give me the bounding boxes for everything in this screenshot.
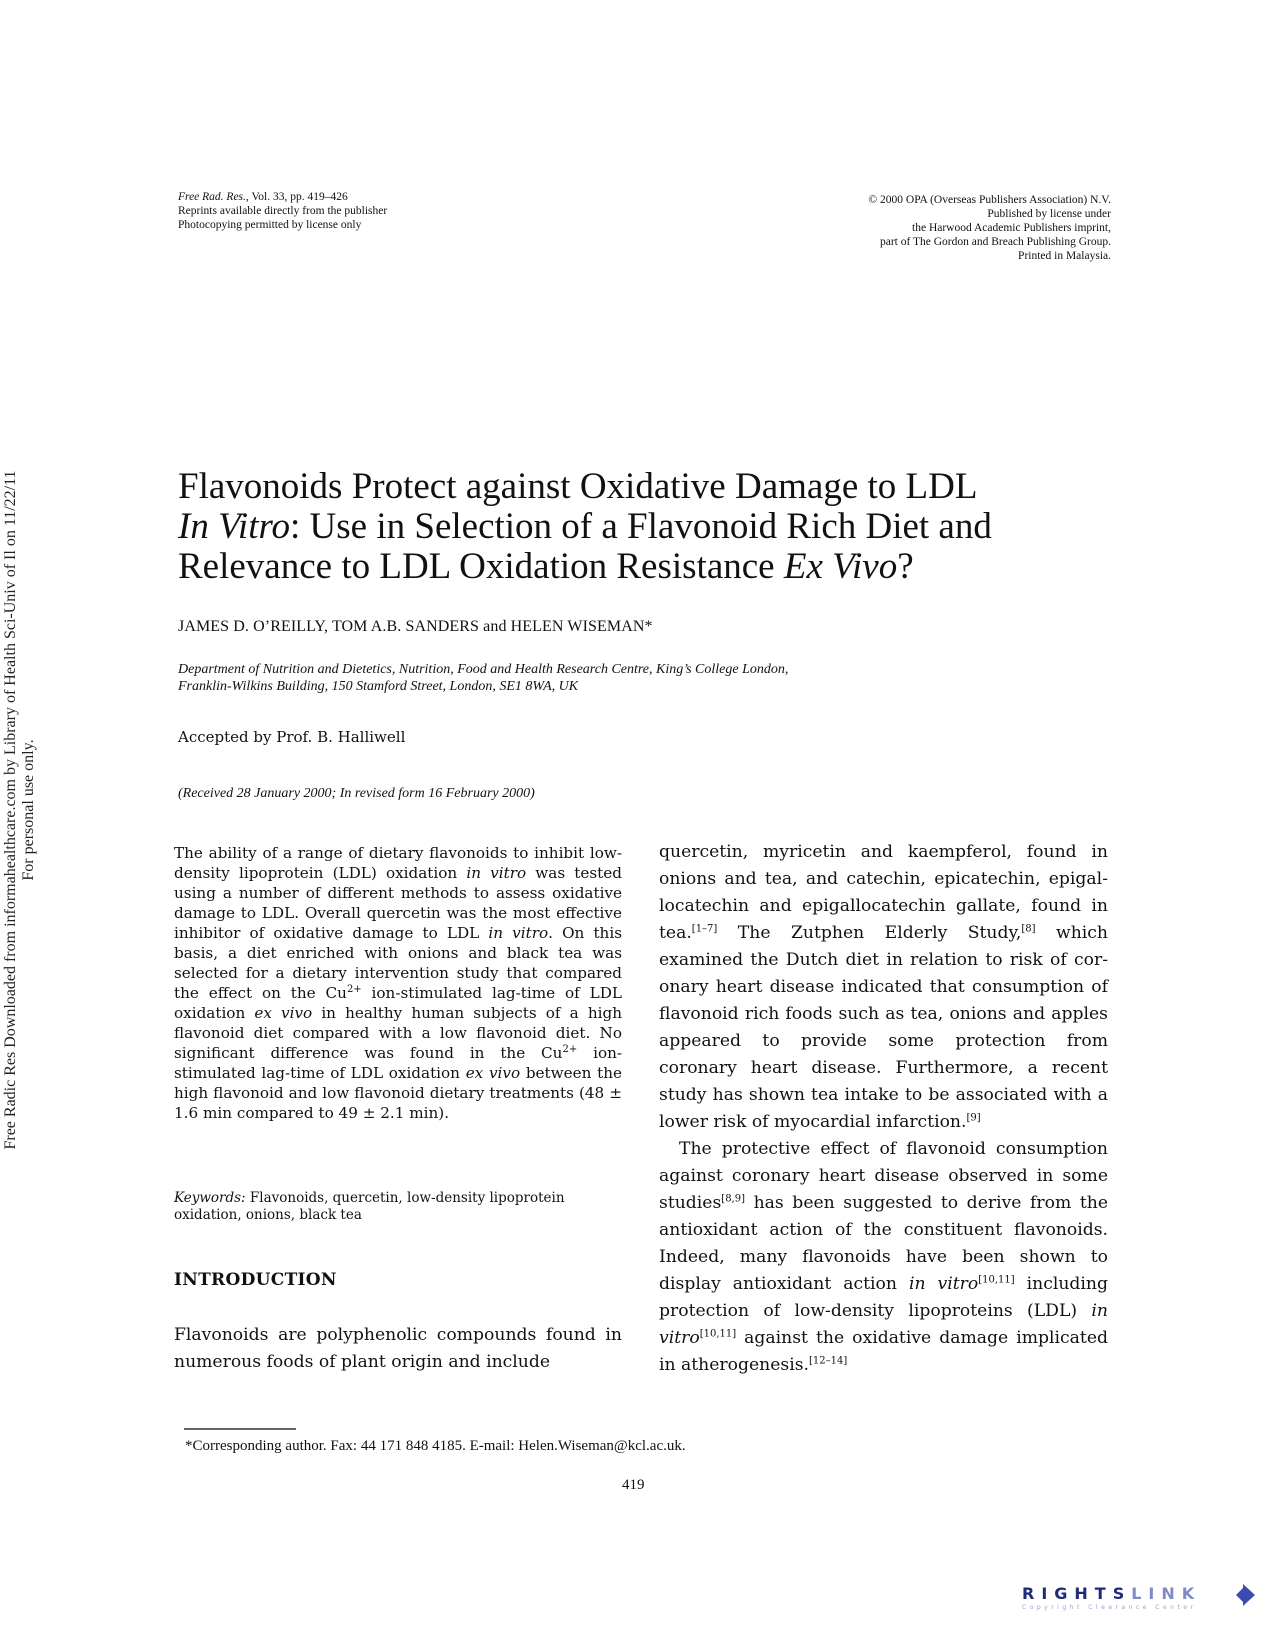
article-title: [178, 467, 1098, 587]
personal-use-line: For personal use only.: [20, 739, 37, 881]
corresponding-author-footnote: *Corresponding author. Fax: 44 171 848 4185. E-mail: Helen.Wiseman@kcl.ac.uk.: [185, 1438, 686, 1454]
rightslink-right-chevron-icon: [1243, 1584, 1255, 1606]
printed-line: Printed in Malaysia.: [1018, 250, 1111, 262]
copyright-header: [868, 193, 1111, 263]
keywords-label: Keywords:: [174, 1190, 246, 1206]
paragraph: quercetin, myricetin and kaempferol, found in onions and tea, and catechin, epicatechin, epigallocatechin and epigallocatechin gallate, found in tea.[1–7] The Zutphen Elderly Study,[8] which examined the Dutch diet in relation to risk of coronary heart disease indicated that consumption of flavonoid rich foods such as tea, onions and apples appeared to provide some protection from coronary heart disease. Furthermore, a recent study has shown tea intake to be associated with a lower risk of myocardial infarction.[9]: [659, 842, 1108, 1132]
abstract: The ability of a range of dietary flavonoids to inhibit low-density lipoprotein (LDL) oxidation in vitro was tested using a number of different methods to assess oxidative damage to LDL. Overall quercetin was the most effective inhibitor of oxidative damage to LDL in vitro. On this basis, a diet enriched with onions and black tea was selected for a dietary intervention study that compared the effect on the $Cu^{2+}$ ion-stimulated lag-time of LDL oxidation ex vivo in healthy human subjects of a high flavonoid diet compared with a low flavonoid diet. No significant difference was found in the $Cu^{2+}$ ion-stimulated lag-time of LDL oxidation ex vivo between the high flavonoid and low flavonoid dietary treatments (48 ± 1.6 min compared to 49 ± 2.1 min).: [174, 844, 622, 1122]
introduction-right-column: [659, 839, 1108, 1379]
title-line-1: Flavonoids Protect against Oxidative Damage to LDL: [178, 466, 978, 507]
imprint-line: the Harwood Academic Publishers imprint,: [912, 222, 1111, 234]
citation-ref[interactable]: [12–14]: [809, 1355, 848, 1367]
citation-ref[interactable]: [10,11]: [978, 1274, 1015, 1286]
keywords-text: Flavonoids, quercetin, low-density lipoprotein oxidation, onions, black tea: [174, 1190, 565, 1223]
affiliation: Department of Nutrition and Dietetics, Nutrition, Food and Health Research Centre, King’s College London, Franklin-Wilkins Building, 150 Stamford Street, London, SE1 8WA, UK: [178, 662, 789, 694]
reprints-line: Reprints available directly from the publisher: [178, 205, 388, 217]
rightslink-logo[interactable]: [1022, 1584, 1257, 1624]
publishing-group-line: part of The Gordon and Breach Publishing Group.: [879, 236, 1111, 248]
paragraph: The protective effect of flavonoid consumption against coronary heart disease observed in some studies[8,9] has been suggested to derive from the antioxidant action of the constituent flavonoids. Indeed, many flavonoids have been shown to display antioxidant action in vitro[10,11] including protection of low-density lipoproteins (LDL) in vitro[10,11] against the oxidative damage implicated in atherogenesis.[12–14]: [659, 1139, 1108, 1375]
citation-ref[interactable]: [8]: [1021, 923, 1036, 935]
download-stamp-line: Free Radic Res Downloaded from informahealthcare.com by Library of Health Sci-Univ of Il on 11/22/11: [2, 470, 19, 1150]
section-heading-introduction: INTRODUCTION: [174, 1270, 337, 1290]
download-stamp: [2, 400, 38, 1220]
received-dates: (Received 28 January 2000; In revised form 16 February 2000): [178, 786, 535, 801]
accepted-by: Accepted by Prof. B. Halliwell: [178, 728, 406, 746]
citation-ref[interactable]: [1–7]: [691, 923, 718, 935]
copyright-line: © 2000 OPA (Overseas Publishers Association) N.V.: [868, 194, 1111, 206]
rightslink-wordmark: RIGHTSLINK: [1022, 1584, 1202, 1603]
photocopying-line: Photocopying permitted by license only: [178, 219, 362, 231]
journal-citation-header: [178, 190, 387, 232]
footnote-divider: [184, 1428, 296, 1430]
authors: JAMES D. O’REILLY, TOM A.B. SANDERS and HELEN WISEMAN*: [178, 618, 653, 635]
title-line-3: Relevance to LDL Oxidation Resistance Ex Vivo?: [178, 546, 914, 587]
introduction-left-column: Flavonoids are polyphenolic compounds found in numerous foods of plant origin and include: [174, 1325, 622, 1372]
keywords: [174, 1190, 614, 1224]
citation-ref[interactable]: [9]: [966, 1112, 981, 1124]
license-line: Published by license under: [987, 208, 1111, 220]
citation-ref[interactable]: [10,11]: [699, 1328, 737, 1340]
journal-citation-line: Free Rad. Res., Vol. 33, pp. 419–426: [178, 191, 348, 203]
rightslink-left-chevron-icon: [1236, 1588, 1243, 1602]
citation-ref[interactable]: [8,9]: [721, 1193, 746, 1205]
journal-name: Free Rad. Res.: [178, 191, 246, 203]
title-line-2: In Vitro: Use in Selection of a Flavonoid Rich Diet and: [178, 506, 992, 547]
page-number: 419: [622, 1477, 645, 1493]
rightslink-subtitle: Copyright Clearance Center: [1022, 1604, 1197, 1611]
